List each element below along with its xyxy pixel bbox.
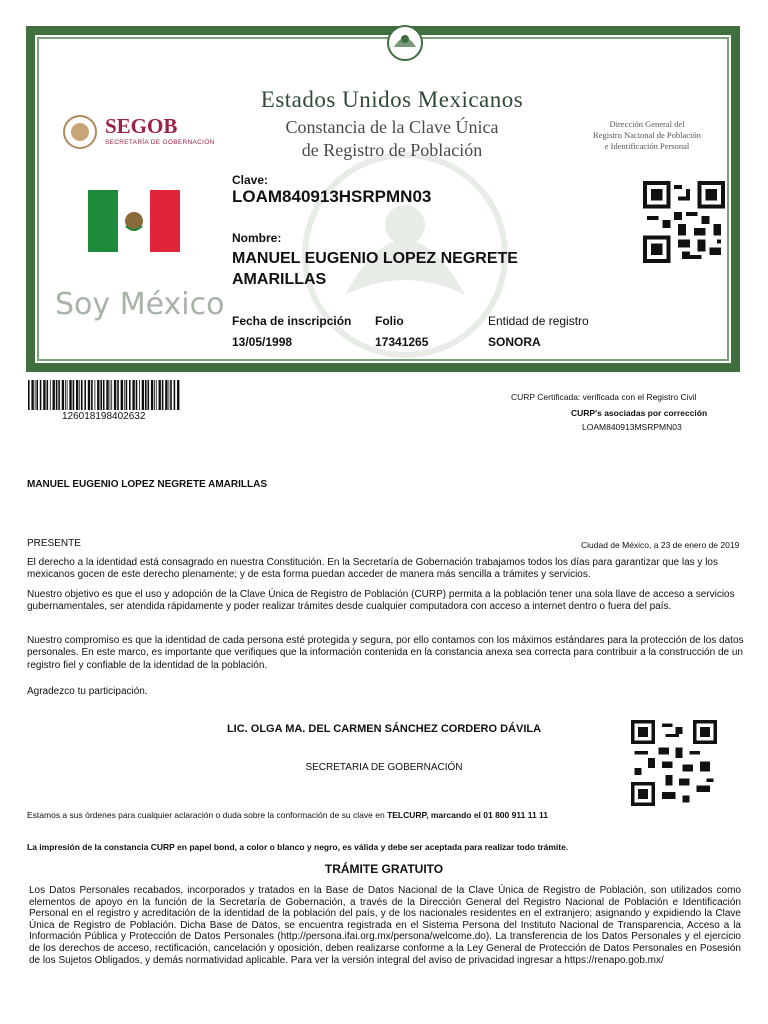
barcode-bar xyxy=(69,380,71,410)
contact-text: Estamos a sus órdenes para cualquier aclaración o duda sobre la conformación de su clave en xyxy=(27,810,385,820)
dg-label xyxy=(577,119,717,152)
qr-code-icon xyxy=(643,181,725,263)
paragraph-1: El derecho a la identidad está consagrado en nuestra Constitución. En la Secretaría de Gobernación trabajamos todos los días para garantizar que las y los mexicanos gocen de este derecho plenamente; y de esta forma puedan acceder de manera más sencilla a trámites y servicios. xyxy=(27,557,718,581)
barcode-bar xyxy=(73,380,75,410)
entidad-label: Entidad de registro xyxy=(488,314,589,328)
barcode-bar xyxy=(40,380,42,410)
dg-line-1: Dirección General del xyxy=(609,119,685,129)
impresion-notice: La impresión de la constancia CURP en papel bond, a color o blanco y negro, es válida y debe ser aceptada para realizar todo trámite. xyxy=(27,842,569,852)
curp-asociadas-label: CURP's asociadas por corrección xyxy=(571,408,708,418)
nombre-label: Nombre: xyxy=(232,231,282,245)
folio-label: Folio xyxy=(375,314,404,328)
barcode-bar xyxy=(132,380,134,410)
barcode-bar xyxy=(159,380,161,410)
segob-logo-text: SEGOB xyxy=(105,114,178,138)
barcode-icon xyxy=(28,380,180,410)
barcode-bar xyxy=(43,380,45,410)
barcode-bar xyxy=(162,380,164,410)
curp-card xyxy=(26,26,740,372)
recipient-name: MANUEL EUGENIO LOPEZ NEGRETE AMARILLAS xyxy=(27,479,268,490)
barcode-bar xyxy=(117,380,119,410)
barcode-bar xyxy=(58,380,60,410)
segob-emblem-icon xyxy=(61,113,99,151)
barcode-bar xyxy=(47,380,49,410)
curp-asociadas-value: LOAM840913MSRPMN03 xyxy=(582,422,682,432)
privacy-notice: Los Datos Personales recabados, incorporados y tratados en la Base de Datos Nacional de la Clave Única de Registro de Población, son utilizados como elementos de apoyo en la función de la Secretaría de Gobernación, a través de la Dirección General del Registro Nacional de Población e Identificación Personal en el registro y acreditación de la identidad de la población del país, y de los nacionales residentes en el extranjero; asignando y expidiendo la Clave Única de Registro de Población. Dicha Base de Datos, se encuentra registrada en el Sistema Persona del Instituto Nacional de Transparencia, Acceso a la Información Pública y Protección de Datos Personales (http://persona.ifai.org.mx/persona/welcome.do). La transferencia de los Datos Personales y el ejercicio de los derechos de acceso, rectificación, cancelación y oposición, deben realizarse conforme a la Ley General de Protección de Datos Personales en Posesión de los Sujetos Obligados, y demás normatividad aplicable. Para ver la versión integral del aviso de privacidad ingresar a https://renapo.gob.mx/ xyxy=(29,885,741,966)
fecha-value: 13/05/1998 xyxy=(232,335,293,349)
barcode-bar xyxy=(79,380,80,410)
barcode-bar xyxy=(31,380,33,410)
barcode-bar xyxy=(81,380,83,410)
barcode-bar xyxy=(76,380,78,410)
card-subtitle-2: de Registro de Población xyxy=(301,140,483,160)
signer-title: SECRETARIA DE GOBERNACIÓN xyxy=(305,762,463,773)
barcode-bar xyxy=(36,380,38,410)
signer-name: LIC. OLGA MA. DEL CARMEN SÁNCHEZ CORDERO DÁVILA xyxy=(226,723,542,735)
barcode-bar xyxy=(148,380,150,410)
barcode-bar xyxy=(145,380,147,410)
barcode-bar xyxy=(50,380,51,410)
barcode-bar xyxy=(65,380,66,410)
barcode-bar xyxy=(106,380,108,410)
letter-date: Ciudad de México, a 23 de enero de 2019 xyxy=(581,540,740,550)
card-title: Estados Unidos Mexicanos xyxy=(260,87,524,112)
mexico-flag-icon xyxy=(88,190,180,252)
barcode-bar xyxy=(174,380,176,410)
qr-code-icon xyxy=(631,718,717,808)
barcode-bar xyxy=(151,380,153,410)
barcode-bar xyxy=(84,380,86,410)
nombre-value: MANUEL EUGENIO LOPEZ NEGRETE AMARILLAS xyxy=(232,250,518,288)
barcode-bar xyxy=(136,380,138,410)
barcode-bar xyxy=(56,380,58,410)
barcode-bar xyxy=(139,380,140,410)
barcode-bar xyxy=(35,380,36,410)
barcode-bar xyxy=(129,380,131,410)
paragraph-4: Agradezco tu participación. xyxy=(27,686,148,697)
telcurp-phone: TELCURP, marcando el 01 800 911 11 11 xyxy=(387,810,549,820)
barcode-bar xyxy=(67,380,68,410)
entidad-value: SONORA xyxy=(488,335,541,349)
national-seal-icon xyxy=(380,21,430,61)
barcode-bar xyxy=(28,380,30,410)
card-subtitle-1: Constancia de la Clave Única xyxy=(285,117,499,137)
paragraph-3: Nuestro compromiso es que la identidad de cada persona esté protegida y segura, por ello contamos con los máximos estándares para la protección de los datos personales. En este marco, es importante que verifiques que la información contenida en la constancia anexa sea correcta para contribuir a la construcción de un registro fiel y confiable de la identidad de la población. xyxy=(27,635,744,671)
barcode-bar xyxy=(177,380,179,410)
barcode-bar xyxy=(142,380,144,410)
barcode-bar xyxy=(95,380,96,410)
barcode-bar xyxy=(124,380,125,410)
barcode-bar xyxy=(110,380,111,410)
barcode-bar xyxy=(165,380,167,410)
soy-mexico-text: Soy México xyxy=(55,287,225,322)
contact-line xyxy=(27,810,627,820)
paragraph-2: Nuestro objetivo es que el uso y adopción de la Clave Única de Registro de Población (CURP) permita a la población tener una sola llave de acceso a servicios gubernamentales, ser atendida rápidamente y poder realizar trámites desde cualquier computadora con acceso a internet dentro o fuera del país. xyxy=(27,589,735,613)
barcode-bar xyxy=(126,380,128,410)
barcode-bar xyxy=(62,380,64,410)
barcode-bar xyxy=(154,380,155,410)
barcode-bar xyxy=(170,380,172,410)
barcode-bar xyxy=(169,380,170,410)
barcode-bar xyxy=(111,380,112,410)
barcode-bar xyxy=(88,380,90,410)
barcode-bar xyxy=(156,380,157,410)
barcode-bar xyxy=(121,380,123,410)
clave-label: Clave: xyxy=(232,173,269,187)
barcode-bar xyxy=(97,380,99,410)
presente-label: PRESENTE xyxy=(27,538,81,549)
barcode-bar xyxy=(100,380,102,410)
curp-certificada: CURP Certificada: verificada con el Registro Civil xyxy=(511,392,697,402)
barcode-bar xyxy=(53,380,55,410)
tramite-gratuito: TRÁMITE GRATUITO xyxy=(324,862,444,876)
dg-line-3: e Identificación Personal xyxy=(604,141,690,151)
dg-line-2: Registro Nacional de Población xyxy=(593,130,701,140)
barcode-bar xyxy=(91,380,93,410)
fecha-label: Fecha de inscripción xyxy=(232,314,352,328)
folio-value: 17341265 xyxy=(375,335,429,349)
barcode-bar xyxy=(103,380,105,410)
clave-value: LOAM840913HSRPMN03 xyxy=(232,187,432,206)
barcode-bar xyxy=(114,380,116,410)
segob-subtitle: SECRETARÍA DE GOBERNACIÓN xyxy=(105,139,215,146)
barcode-number: 126018198402632 xyxy=(62,411,146,422)
